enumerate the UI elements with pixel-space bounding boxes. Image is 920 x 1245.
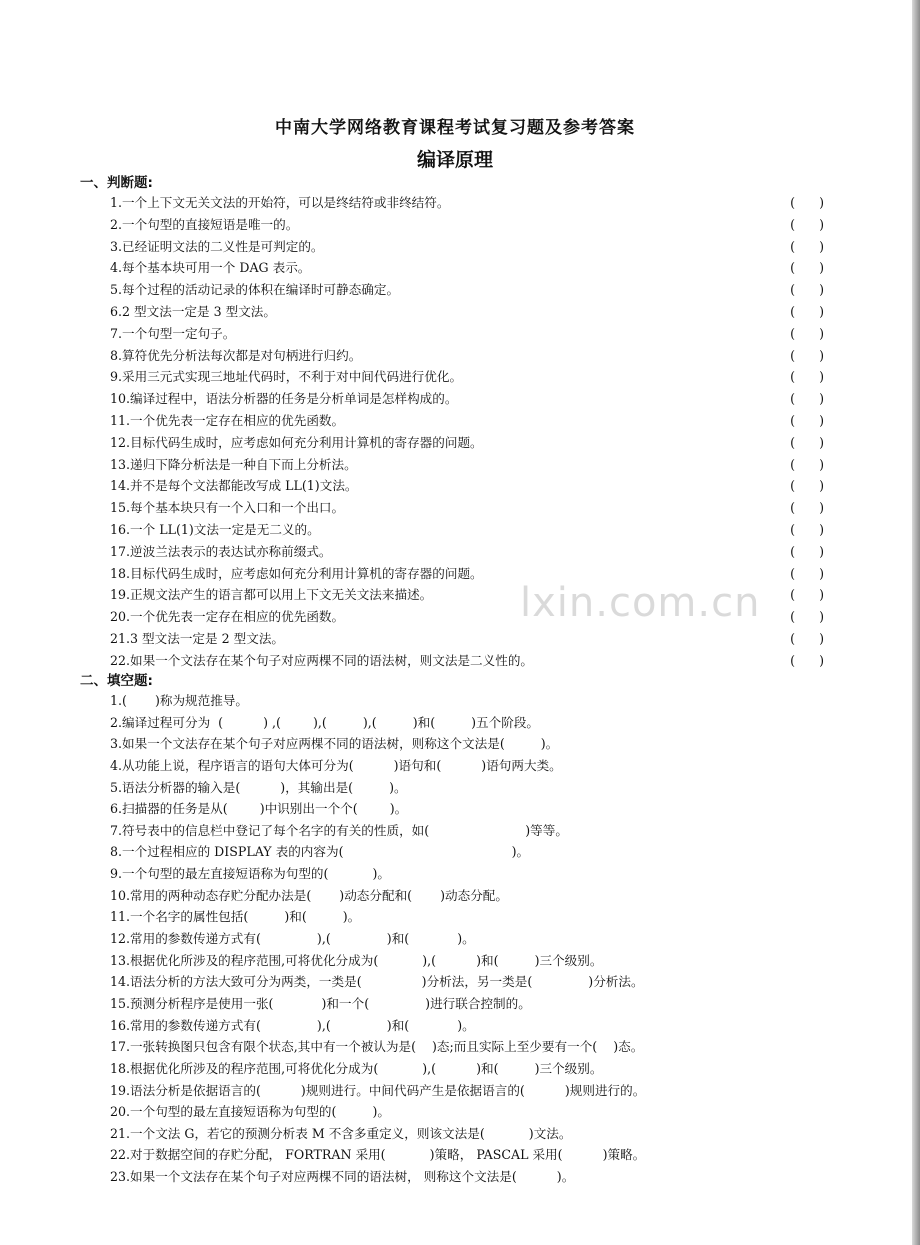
true-false-question	[110, 192, 830, 214]
fill-blank-question: 7.符号表中的信息栏中登记了每个名字的有关的性质，如( )等等。	[110, 822, 568, 838]
true-false-question	[110, 432, 830, 454]
answer-blank: ( )	[790, 456, 824, 472]
answer-blank: ( )	[790, 434, 824, 450]
fill-blank-question: 22.对于数据空间的存贮分配， FORTRAN 采用( )策略， PASCAL 采用( )策略。	[110, 1147, 646, 1163]
true-false-question	[110, 279, 830, 301]
answer-blank: ( )	[790, 609, 824, 625]
section-heading-fill-blank: 二、填空题:	[80, 673, 153, 689]
fill-blank-question: 4.从功能上说，程序语言的语句大体可分为( )语句和( )语句两大类。	[110, 757, 562, 773]
answer-blank: ( )	[790, 478, 824, 494]
question-text: 9.采用三元式实现三地址代码时，不利于对中间代码进行优化。	[110, 369, 463, 385]
question-text: 5.每个过程的活动记录的体积在编译时可静态确定。	[110, 282, 400, 298]
answer-blank: ( )	[790, 521, 824, 537]
fill-blank-question: 18.根据优化所涉及的程序范围,可将优化分成为( ),( )和( )三个级别。	[110, 1060, 603, 1076]
true-false-question	[110, 301, 830, 323]
fill-blank-question: 20.一个句型的最左直接短语称为句型的( )。	[110, 1104, 390, 1120]
document-title: 中南大学网络教育课程考试复习题及参考答案	[275, 118, 635, 138]
question-text: 11.一个优先表一定存在相应的优先函数。	[110, 412, 345, 428]
document-subtitle: 编译原理	[416, 149, 493, 171]
fill-blank-question: 14.语法分析的方法大致可分为两类，一类是( )分析法，另一类是( )分析法。	[110, 974, 644, 990]
answer-blank: ( )	[790, 195, 824, 210]
fill-blank-question: 9.一个句型的最左直接短语称为句型的( )。	[110, 866, 390, 882]
fill-blank-question: 5.语法分析器的输入是( )，其输出是( )。	[110, 779, 407, 795]
answer-blank: ( )	[790, 630, 824, 646]
true-false-question	[110, 410, 830, 432]
answer-blank: ( )	[790, 500, 824, 516]
true-false-question	[110, 519, 830, 541]
true-false-question	[110, 628, 830, 650]
fill-blank-question: 11.一个名字的属性包括( )和( )。	[110, 909, 361, 925]
fill-blank-question: 23.如果一个文法存在某个句子对应两棵不同的语法树， 则称这个文法是( )。	[110, 1169, 575, 1185]
fill-blank-question: 17.一张转换图只包含有限个状态,其中有一个被认为是( )态;而且实际上至少要有一个( )态。	[110, 1039, 644, 1055]
question-text: 15.每个基本块只有一个入口和一个出口。	[110, 500, 345, 516]
question-text: 4.每个基本块可用一个 DAG 表示。	[110, 260, 311, 276]
question-text: 3.已经证明文法的二义性是可判定的。	[110, 238, 324, 254]
true-false-question	[110, 497, 830, 519]
answer-blank: ( )	[790, 347, 824, 363]
question-text: 10.编译过程中，语法分析器的任务是分析单词是怎样构成的。	[110, 391, 458, 407]
fill-blank-question: 19.语法分析是依据语言的( )规则进行。中间代码产生是依据语言的( )规则进行的。	[110, 1082, 646, 1098]
question-text: 7.一个句型一定句子。	[110, 325, 236, 341]
fill-blank-question: 3.如果一个文法存在某个句子对应两棵不同的语法树，则称这个文法是( )。	[110, 736, 559, 752]
fill-blank-question: 13.根据优化所涉及的程序范围,可将优化分成为( ),( )和( )三个级别。	[110, 952, 603, 968]
true-false-question	[110, 257, 830, 279]
true-false-question	[110, 541, 830, 563]
fill-blank-question: 21.一个文法 G，若它的预测分析表 M 不含多重定义，则该文法是( )文法。	[110, 1125, 572, 1141]
answer-blank: ( )	[790, 565, 824, 581]
answer-blank: ( )	[790, 282, 824, 298]
answer-blank: ( )	[790, 543, 824, 559]
answer-blank: ( )	[790, 325, 824, 341]
question-text: 20.一个优先表一定存在相应的优先函数。	[110, 609, 345, 625]
answer-blank: ( )	[790, 260, 824, 276]
fill-blank-question: 12.常用的参数传递方式有( ),( )和( )。	[110, 931, 475, 947]
question-text: 16.一个 LL(1)文法一定是无二义的。	[110, 521, 320, 537]
answer-blank: ( )	[790, 216, 824, 232]
fill-blank-question: 8.一个过程相应的 DISPLAY 表的内容为( )。	[110, 844, 530, 860]
true-false-question	[110, 650, 830, 672]
answer-blank: ( )	[790, 369, 824, 385]
question-text: 1.一个上下文无关文法的开始符，可以是终结符或非终结符。	[110, 195, 450, 210]
question-text: 8.算符优先分析法每次都是对句柄进行归约。	[110, 347, 362, 363]
fill-blank-question: 15.预测分析程序是使用一张( )和一个( )进行联合控制的。	[110, 995, 531, 1011]
question-text: 12.目标代码生成时，应考虑如何充分利用计算机的寄存器的问题。	[110, 434, 483, 450]
true-false-question	[110, 214, 830, 236]
answer-blank: ( )	[790, 303, 824, 319]
fill-blank-question: 16.常用的参数传递方式有( ),( )和( )。	[110, 1017, 475, 1033]
answer-blank: ( )	[790, 238, 824, 254]
fill-blank-question: 6.扫描器的任务是从( )中识别出一个个( )。	[110, 801, 408, 817]
question-text: 21.3 型文法一定是 2 型文法。	[110, 630, 285, 646]
fill-blank-question: 1.( )称为规范推导。	[110, 693, 249, 708]
page-edge-shadow	[912, 0, 920, 1245]
true-false-question	[110, 454, 830, 476]
question-text: 13.递归下降分析法是一种自下而上分析法。	[110, 456, 357, 472]
question-text: 19.正规文法产生的语言都可以用上下文无关文法来描述。	[110, 587, 433, 603]
true-false-question	[110, 236, 830, 258]
true-false-question	[110, 475, 830, 497]
question-text: 2.一个句型的直接短语是唯一的。	[110, 216, 299, 232]
answer-blank: ( )	[790, 587, 824, 603]
section-heading-true-false: 一、判断题:	[80, 175, 153, 191]
question-text: 17.逆波兰法表示的表达试亦称前缀式。	[110, 543, 332, 559]
answer-blank: ( )	[790, 412, 824, 428]
fill-blank-question-list	[110, 690, 830, 1188]
question-text: 18.目标代码生成时，应考虑如何充分利用计算机的寄存器的问题。	[110, 565, 483, 581]
true-false-question	[110, 388, 830, 410]
fill-blank-question: 10.常用的两种动态存贮分配办法是( )动态分配和( )动态分配。	[110, 887, 508, 903]
true-false-question	[110, 323, 830, 345]
fill-blank-question: 2.编译过程可分为 ( ) ,( ),( ),( )和( )五个阶段。	[110, 714, 540, 730]
watermark-text: lxin.com.cn	[520, 580, 761, 626]
question-text: 6.2 型文法一定是 3 型文法。	[110, 303, 276, 319]
true-false-question	[110, 366, 830, 388]
question-text: 14.并不是每个文法都能改写成 LL(1)文法。	[110, 478, 358, 494]
answer-blank: ( )	[790, 652, 824, 668]
question-text: 22.如果一个文法存在某个句子对应两棵不同的语法树，则文法是二义性的。	[110, 652, 534, 668]
true-false-question	[110, 345, 830, 367]
answer-blank: ( )	[790, 391, 824, 407]
